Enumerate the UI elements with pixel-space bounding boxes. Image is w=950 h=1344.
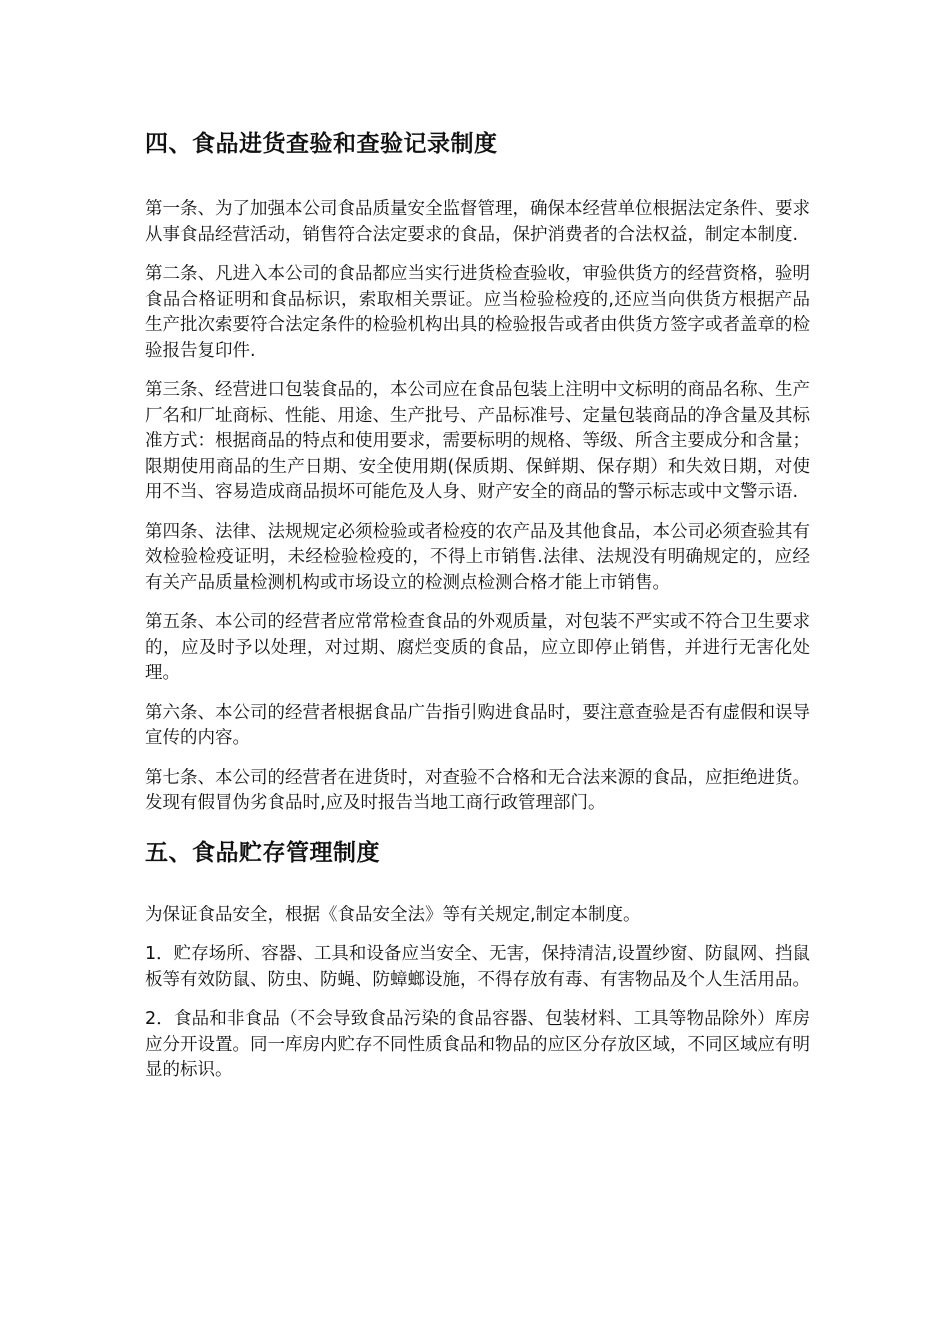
- article-7: 第七条、本公司的经营者在进货时，对查验不合格和无合法来源的食品，应拒绝进货。发现有假冒伪劣食品时,应及时报告当地工商行政管理部门。: [145, 767, 810, 813]
- article-6: 第六条、本公司的经营者根据食品广告指引购进食品时，要注意查验是否有虚假和误导宣传的内容。: [145, 702, 810, 748]
- article-1: 第一条、为了加强本公司食品质量安全监督管理，确保本经营单位根据法定条件、要求从事食品经营活动，销售符合法定要求的食品，保护消费者的合法权益，制定本制度.: [145, 199, 810, 245]
- section-heading-4: 四、食品进货查验和查验记录制度: [145, 131, 498, 157]
- storage-item-1: 1．贮存场所、容器、工具和设备应当安全、无害，保持清洁,设置纱窗、防鼠网、挡鼠板等有效防鼠、防虫、防蝇、防蟑螂设施，不得存放有毒、有害物品及个人生活用品。: [145, 944, 810, 990]
- article-3: 第三条、经营进口包装食品的，本公司应在食品包装上注明中文标明的商品名称、生产厂名和厂址商标、性能、用途、生产批号、产品标准号、定量包装商品的净含量及其标准方式：根据商品的特点和使用要求，需要标明的规格、等级、所含主要成分和含量；限期使用商品的生产日期、安全使用期(保质期、保鲜期、保存期）和失效日期，对使用不当、容易造成商品损坏可能危及人身、财产安全的商品的警示标志或中文警示语.: [145, 380, 810, 502]
- article-4: 第四条、法律、法规规定必须检验或者检疫的农产品及其他食品，本公司必须查验其有效检验检疫证明，未经检验检疫的，不得上市销售.法律、法规没有明确规定的，应经有关产品质量检测机构或市场设立的检测点检测合格才能上市销售。: [145, 521, 810, 593]
- document-page: [145, 124, 810, 1098]
- section-heading-5: 五、食品贮存管理制度: [145, 839, 380, 866]
- storage-item-2: 2．食品和非食品（不会导致食品污染的食品容器、包装材料、工具等物品除外）库房应分开设置。同一库房内贮存不同性质食品和物品的应区分存放区域，不同区域应有明显的标识。: [145, 1009, 810, 1080]
- article-5: 第五条、本公司的经营者应常常检查食品的外观质量，对包装不严实或不符合卫生要求的，应及时予以处理，对过期、腐烂变质的食品，应立即停止销售，并进行无害化处理。: [145, 612, 810, 683]
- storage-intro: 为保证食品安全，根据《食品安全法》等有关规定,制定本制度。: [145, 904, 641, 925]
- article-2: 第二条、凡进入本公司的食品都应当实行进货检查验收，审验供货方的经营资格，验明食品合格证明和食品标识，索取相关票证。应当检验检疫的,还应当向供货方根据产品生产批次索要符合法定条件的检验机构出具的检验报告或者由供货方签字或者盖章的检验报告复印件.: [145, 264, 810, 361]
